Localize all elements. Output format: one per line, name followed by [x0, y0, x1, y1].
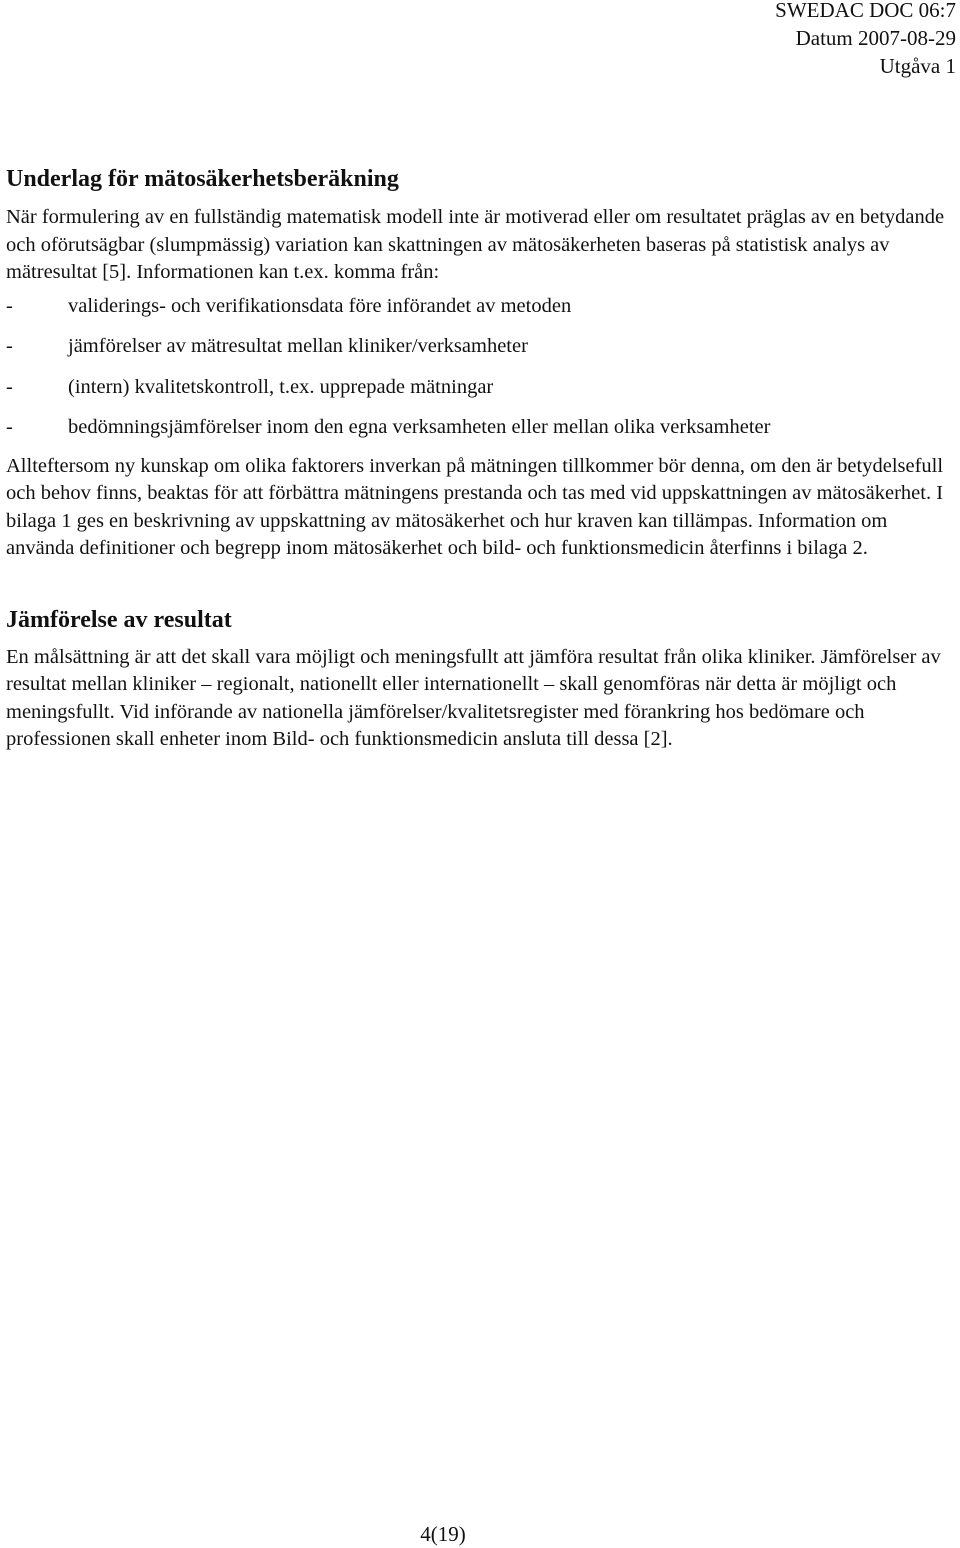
document-edition: Utgåva 1 — [879, 54, 956, 78]
section-intro-paragraph: När formulering av en fullständig matematisk modell inte är motiverad eller om resultatet präglas av en betydande och oförutsägbar (slumpmässig) variation kan skattningen av mätosäkerheten baseras på statistisk analys av mätresultat [5]. Informationen kan t.ex. komma från: — [6, 206, 945, 283]
list-item — [6, 333, 951, 361]
section-title-result-comparison: Jämförelse av resultat — [6, 606, 232, 633]
list-item-text: jämförelser av mätresultat mellan kliniker/verksamheter — [68, 335, 528, 357]
source-list — [6, 293, 951, 442]
document-header — [775, 0, 956, 80]
section-closing-paragraph: Allteftersom ny kunskap om olika faktorers inverkan på mätningen tillkommer bör denna, om den är betydelsefull och behov finns, beaktas för att förbättra mätningens prestanda och tas med vid uppskattningen av mätosäkerhet. I bilaga 1 ges en beskrivning av uppskattning av mätosäkerhet och hur kraven kan tillämpas. Information om använda definitioner och begrepp inom mätosäkerhet och bild- och funktionsmedicin återfinns i bilaga 2. — [6, 454, 944, 559]
page-number: 4(19) — [420, 1522, 466, 1546]
document-date: Datum 2007-08-29 — [795, 26, 956, 50]
list-item-text: validerings- och verifikationsdata före införandet av metoden — [68, 294, 572, 317]
document-body — [6, 164, 951, 754]
list-item-text: (intern) kvalitetskontroll, t.ex. upprepade mätningar — [68, 375, 494, 398]
list-item — [6, 293, 951, 321]
list-dash: - — [6, 416, 13, 438]
list-item-text: bedömningsjämförelser inom den egna verksamheten eller mellan olika verksamheter — [68, 416, 771, 438]
list-dash: - — [6, 294, 13, 317]
result-comparison-paragraph: En målsättning är att det skall vara möjligt och meningsfullt att jämföra resultat från olika kliniker. Jämförelser av resultat mellan kliniker – regionalt, nationellt eller internationellt – skall genomföras när detta är möjligt och meningsfullt. Vid införande av nationella jämförelser/kvalitetsregister med förankring hos bedömare och professionen skall enheter inom Bild- och funktionsmedicin ansluta till dessa [2]. — [6, 645, 941, 750]
list-dash: - — [6, 335, 13, 357]
list-item — [6, 374, 951, 402]
list-item — [6, 414, 951, 442]
list-dash: - — [6, 375, 13, 398]
document-id: SWEDAC DOC 06:7 — [775, 0, 956, 22]
section-title-measurement-uncertainty: Underlag för mätosäkerhetsberäkning — [6, 166, 399, 192]
